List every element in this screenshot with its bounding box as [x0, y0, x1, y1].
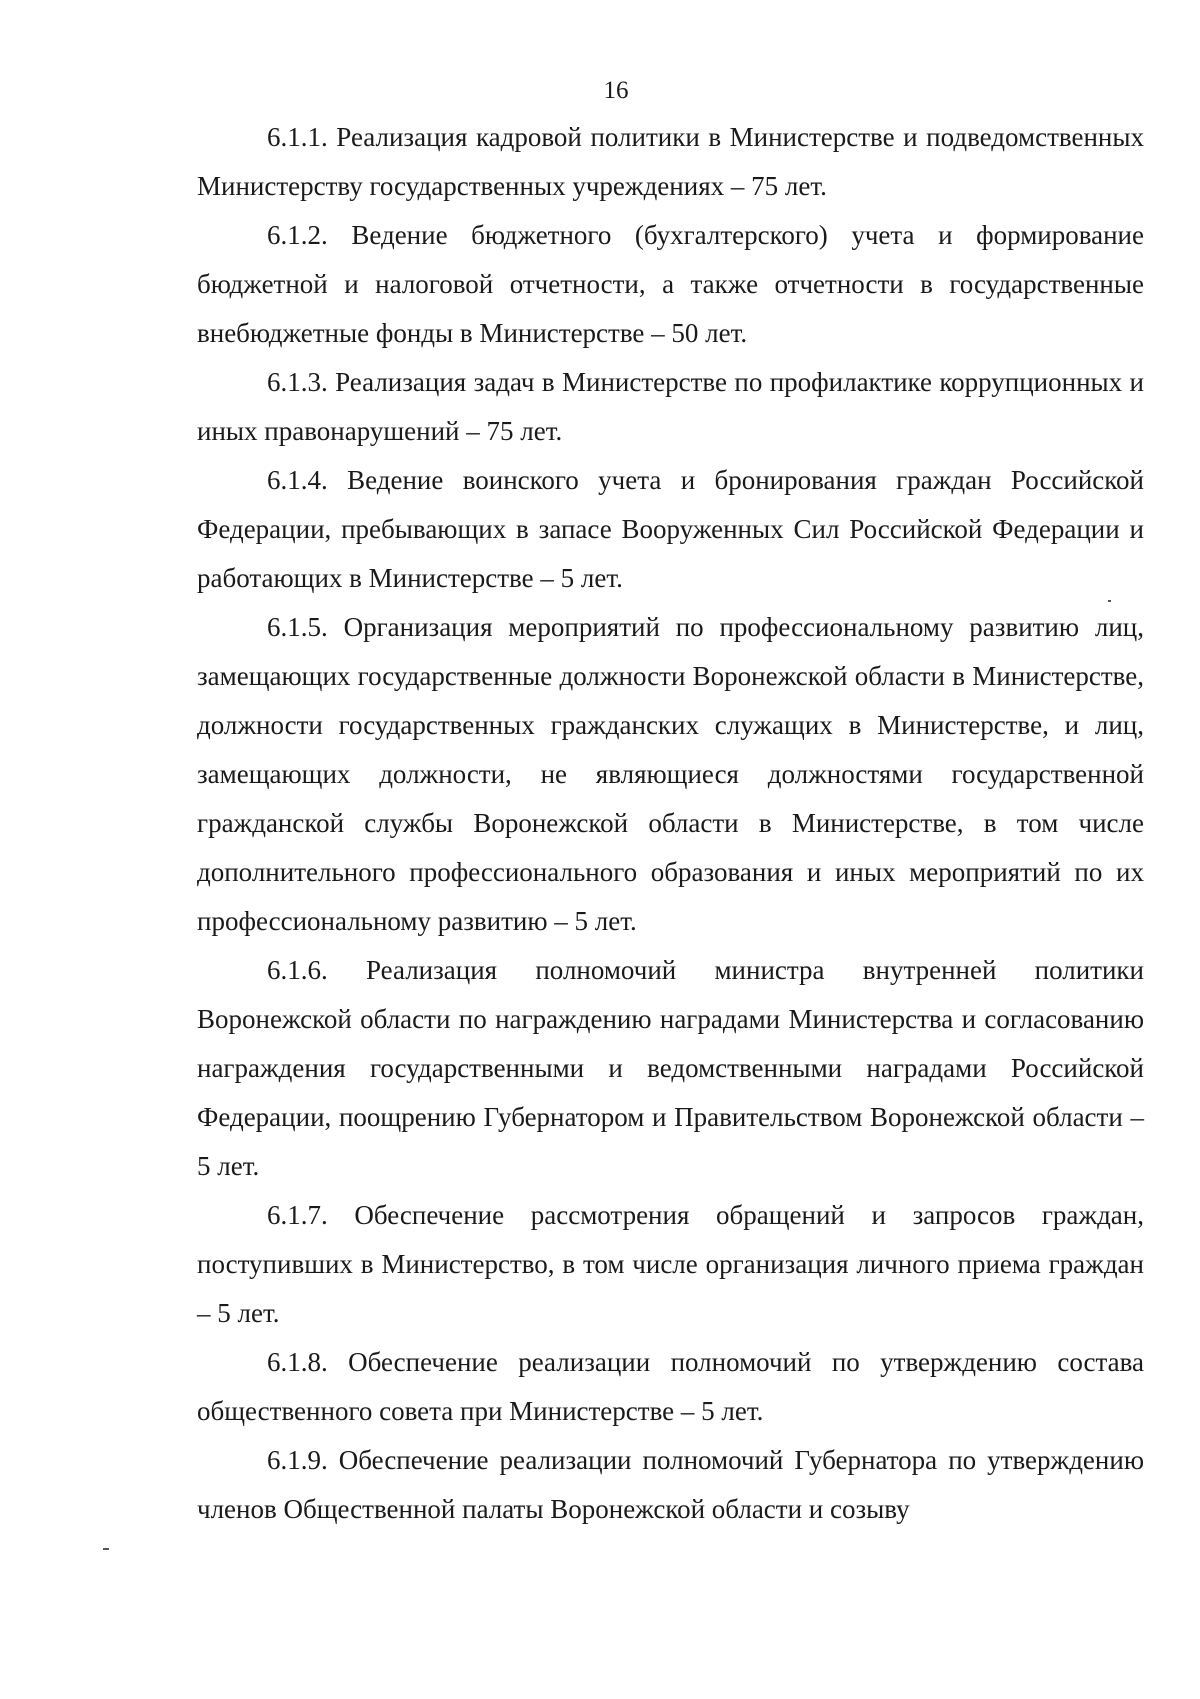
clause-6-1-7: 6.1.7. Обеспечение рассмотрения обращений и запросов граждан, поступивших в Министерство, в том числе организация личного приема граждан – 5 лет. [197, 1200, 1144, 1328]
scan-speck [1108, 600, 1111, 602]
clause-6-1-9: 6.1.9. Обеспечение реализации полномочий Губернатора по утверждению членов Общественной палаты Воронежской области и созыву [197, 1445, 1144, 1524]
clause-6-1-3: 6.1.3. Реализация задач в Министерстве по профилактике коррупционных и иных правонарушений – 75 лет. [197, 367, 1144, 446]
clause-6-1-1: 6.1.1. Реализация кадровой политики в Министерстве и подведомственных Министерству государственных учреждениях – 75 лет. [197, 122, 1144, 201]
clause-6-1-5: 6.1.5. Организация мероприятий по профессиональному развитию лиц, замещающих государственные должности Воронежской области в Министерстве, должности государственных гражданских служащих в Министерстве, и лиц, замещающих должности, не являющиеся должностями государственной гражданской службы Воронежской области в Министерстве, в том числе дополнительного профессионального образования и иных мероприятий по их профессиональному развитию – 5 лет. [197, 612, 1144, 936]
clause-6-1-4: 6.1.4. Ведение воинского учета и бронирования граждан Российской Федерации, пребывающих в запасе Вооруженных Сил Российской Федерации и работающих в Министерстве – 5 лет. [197, 465, 1144, 593]
scan-speck [103, 1548, 109, 1550]
clause-6-1-8: 6.1.8. Обеспечение реализации полномочий по утверждению состава общественного совета при Министерстве – 5 лет. [197, 1347, 1144, 1426]
clause-6-1-2: 6.1.2. Ведение бюджетного (бухгалтерского) учета и формирование бюджетной и налоговой отчетности, а также отчетности в государственные внебюджетные фонды в Министерстве – 50 лет. [197, 220, 1144, 348]
document-body [197, 113, 1144, 1534]
clause-6-1-6: 6.1.6. Реализация полномочий министра внутренней политики Воронежской области по награждению наградами Министерства и согласованию награждения государственными и ведомственными наградами Российской Федерации, поощрению Губернатором и Правительством Воронежской области – 5 лет. [197, 955, 1144, 1181]
page-number: 16 [603, 77, 629, 104]
